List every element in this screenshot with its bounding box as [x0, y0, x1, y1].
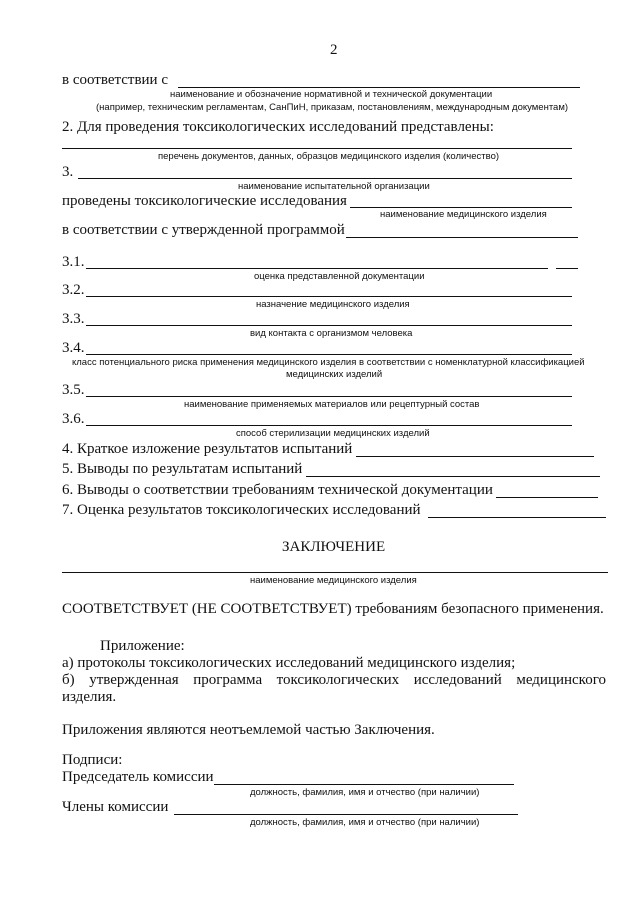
chair-note: должность, фамилия, имя и отчество (при наличии) [250, 787, 480, 798]
item-3-5-fill-line [86, 396, 572, 397]
appendix-item-b-line-2: изделия. [62, 689, 117, 705]
signatures-label: Подписи: [62, 752, 123, 768]
conclusion-note: наименование медицинского изделия [250, 575, 417, 586]
members-note: должность, фамилия, имя и отчество (при наличии) [250, 817, 480, 828]
item-6-label: 6. Выводы о соответствии требованиям технической документации [62, 482, 493, 498]
chair-sign-line [214, 784, 514, 785]
sootv-note-2: (например, техническим регламентам, СанПиН, приказам, постановлениям, международным документам) [96, 102, 569, 113]
provedeny-label: проведены токсикологические исследования [62, 193, 347, 209]
item-3-3-fill-line [86, 325, 572, 326]
item-3-3-note: вид контакта с организмом человека [250, 328, 413, 339]
conclusion-heading: ЗАКЛЮЧЕНИЕ [282, 539, 386, 555]
conclusion-fill-line [62, 572, 608, 573]
chair-label: Председатель комиссии [62, 769, 214, 785]
provedeny-note: наименование медицинского изделия [380, 209, 547, 220]
sootv-fill-line [178, 87, 580, 88]
members-sign-line [174, 814, 518, 815]
appendix-label: Приложение: [100, 638, 185, 654]
item-6-fill-line [496, 497, 598, 498]
item-3-2-fill-line [86, 296, 572, 297]
item-7-label: 7. Оценка результатов токсикологических исследований [62, 502, 421, 518]
item-3-6-note: способ стерилизации медицинских изделий [236, 428, 430, 439]
item-7-fill-line [428, 517, 606, 518]
item-3-note: наименование испытательной организации [238, 181, 430, 192]
item-3-4-label: 3.4. [62, 340, 85, 356]
programma-fill-line [346, 237, 578, 238]
page-number: 2 [330, 42, 338, 58]
item-5-fill-line [306, 476, 600, 477]
programma-label: в соответствии с утвержденной программой [62, 222, 345, 238]
item-3-2-label: 3.2. [62, 282, 85, 298]
item-3-6-label: 3.6. [62, 411, 85, 427]
item-4-label: 4. Краткое изложение результатов испытаний [62, 441, 353, 457]
sootv-label: в соответствии с [62, 72, 168, 88]
item-3-2-note: назначение медицинского изделия [256, 299, 410, 310]
item-3-4-fill-line [86, 354, 572, 355]
item-3-4-note-2: медицинских изделий [286, 369, 383, 380]
item-2-note: перечень документов, данных, образцов медицинского изделия (количество) [158, 151, 500, 162]
conclusion-statement: СООТВЕТСТВУЕТ (НЕ СООТВЕТСТВУЕТ) требованиям безопасного применения. [62, 601, 604, 617]
members-label: Члены комиссии [62, 799, 169, 815]
item-3-1-fill-line-end [556, 268, 578, 269]
item-3-1-label: 3.1. [62, 254, 85, 270]
provedeny-fill-line [350, 207, 572, 208]
item-3-4-note-1: класс потенциального риска применения медицинского изделия в соответствии с номенклатурной классификацией [72, 357, 585, 368]
item-4-fill-line [356, 456, 594, 457]
item-3-5-label: 3.5. [62, 382, 85, 398]
item-3-1-note: оценка представленной документации [254, 271, 425, 282]
item-3-label: 3. [62, 164, 74, 180]
sootv-note-1: наименование и обозначение нормативной и технической документации [170, 89, 493, 100]
item-2-label: 2. Для проведения токсикологических исследований представлены: [62, 119, 494, 135]
item-5-label: 5. Выводы по результатам испытаний [62, 461, 303, 477]
item-3-5-note: наименование применяемых материалов или рецептурный состав [184, 399, 480, 410]
item-3-3-label: 3.3. [62, 311, 85, 327]
item-3-1-fill-line [86, 268, 548, 269]
item-2-fill-line [62, 148, 572, 149]
item-3-6-fill-line [86, 425, 572, 426]
item-3-fill-line [78, 178, 572, 179]
appendix-item-b-line-1: б) утвержденная программа токсикологических исследований медицинского [62, 672, 606, 688]
appendix-integral-note: Приложения являются неотъемлемой частью Заключения. [62, 722, 435, 738]
appendix-item-a: а) протоколы токсикологических исследований медицинского изделия; [62, 655, 516, 671]
